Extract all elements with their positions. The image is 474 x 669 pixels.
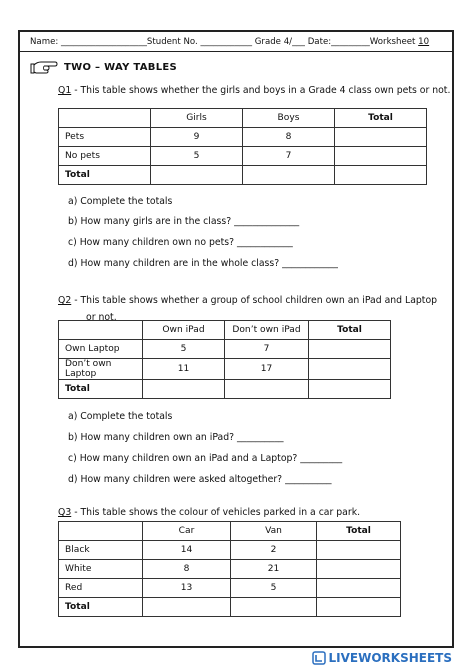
table-cell: 5	[151, 147, 243, 166]
worksheet-page	[18, 30, 454, 648]
table-cell: 2	[231, 541, 317, 560]
footer-brand: LIVEWORKSHEETS	[328, 651, 452, 665]
table-header-row	[59, 109, 427, 128]
table-cell: 5	[231, 579, 317, 598]
table-row	[59, 598, 401, 617]
table-row	[59, 380, 391, 399]
question-3-label: Q3	[58, 507, 72, 518]
question-3	[58, 506, 360, 520]
table-cell: 17	[225, 359, 309, 380]
ipad-laptop-table	[58, 320, 391, 399]
table-cell: 11	[143, 359, 225, 380]
header-fields: Name: ____________________Student No. ____________ Grade 4/___ Date:_________Worksheet	[30, 37, 419, 47]
row-header: Total	[59, 380, 143, 399]
answer-cell[interactable]	[143, 380, 225, 399]
answer-cell[interactable]	[231, 598, 317, 617]
column-header: Boys	[243, 109, 335, 128]
liveworksheets-footer[interactable]	[312, 651, 452, 665]
column-header: Own iPad	[143, 321, 225, 340]
pointing-hand-icon	[30, 58, 58, 76]
question-1-label: Q1	[58, 85, 72, 96]
q2-sub-d[interactable]: d) How many children were asked altogether? __________	[68, 474, 332, 485]
table-row	[59, 166, 427, 185]
answer-cell[interactable]	[335, 147, 427, 166]
answer-cell[interactable]	[317, 579, 401, 598]
header-bar	[20, 32, 452, 52]
table-cell: 8	[143, 560, 231, 579]
table-cell: 9	[151, 128, 243, 147]
answer-cell[interactable]	[243, 166, 335, 185]
answer-cell[interactable]	[309, 380, 391, 399]
table-cell	[59, 109, 151, 128]
table-cell: 8	[243, 128, 335, 147]
table-row	[59, 340, 391, 359]
column-header: Total	[309, 321, 391, 340]
table-cell	[59, 522, 143, 541]
pets-table	[58, 108, 427, 185]
row-header: White	[59, 560, 143, 579]
question-1-text: - This table shows whether the girls and boys in a Grade 4 class own pets or not.	[71, 85, 451, 96]
q2-sub-a: a) Complete the totals	[68, 411, 173, 422]
answer-cell[interactable]	[335, 128, 427, 147]
table-cell: 13	[143, 579, 231, 598]
q2-sub-c[interactable]: c) How many children own an iPad and a Laptop? _________	[68, 453, 343, 464]
table-row	[59, 560, 401, 579]
answer-cell[interactable]	[309, 340, 391, 359]
vehicles-table	[58, 521, 401, 617]
column-header: Van	[231, 522, 317, 541]
question-2-text-cont: or not.	[86, 312, 117, 323]
column-header: Girls	[151, 109, 243, 128]
q2-sub-b[interactable]: b) How many children own an iPad? __________	[68, 432, 284, 443]
row-header: No pets	[59, 147, 151, 166]
table-cell: 14	[143, 541, 231, 560]
table-row	[59, 579, 401, 598]
q1-sub-c[interactable]: c) How many children own no pets? ____________	[68, 237, 293, 248]
worksheet-number: 10	[418, 37, 430, 47]
row-header: Black	[59, 541, 143, 560]
column-header: Don’t own iPad	[225, 321, 309, 340]
row-header: Pets	[59, 128, 151, 147]
title-row	[30, 57, 177, 77]
answer-cell[interactable]	[317, 560, 401, 579]
question-3-text: - This table shows the colour of vehicles parked in a car park.	[71, 507, 361, 518]
q1-sub-a: a) Complete the totals	[68, 196, 173, 207]
question-2-text: - This table shows whether a group of school children own an iPad and Laptop	[71, 295, 438, 306]
question-2-label: Q2	[58, 295, 72, 306]
answer-cell[interactable]	[335, 166, 427, 185]
liveworksheets-logo-icon	[312, 651, 326, 665]
answer-cell[interactable]	[225, 380, 309, 399]
answer-cell[interactable]	[309, 359, 391, 380]
question-1	[58, 84, 450, 98]
column-header: Car	[143, 522, 231, 541]
table-row	[59, 128, 427, 147]
table-row	[59, 147, 427, 166]
answer-cell[interactable]	[317, 598, 401, 617]
column-header: Total	[335, 109, 427, 128]
row-header: Don’t own Laptop	[59, 359, 143, 380]
table-row	[59, 541, 401, 560]
table-cell	[59, 321, 143, 340]
table-cell: 7	[225, 340, 309, 359]
column-header: Total	[317, 522, 401, 541]
table-cell: 7	[243, 147, 335, 166]
answer-cell[interactable]	[317, 541, 401, 560]
table-header-row	[59, 321, 391, 340]
answer-cell[interactable]	[143, 598, 231, 617]
q1-sub-d[interactable]: d) How many children are in the whole class? ____________	[68, 258, 338, 269]
q1-sub-b[interactable]: b) How many girls are in the class? ______________	[68, 216, 300, 227]
worksheet-title: TWO – WAY TABLES	[64, 61, 178, 73]
row-header: Red	[59, 579, 143, 598]
answer-cell[interactable]	[151, 166, 243, 185]
table-cell: 5	[143, 340, 225, 359]
table-cell: 21	[231, 560, 317, 579]
row-header: Total	[59, 166, 151, 185]
table-header-row	[59, 522, 401, 541]
row-header: Own Laptop	[59, 340, 143, 359]
row-header: Total	[59, 598, 143, 617]
table-row	[59, 359, 391, 380]
